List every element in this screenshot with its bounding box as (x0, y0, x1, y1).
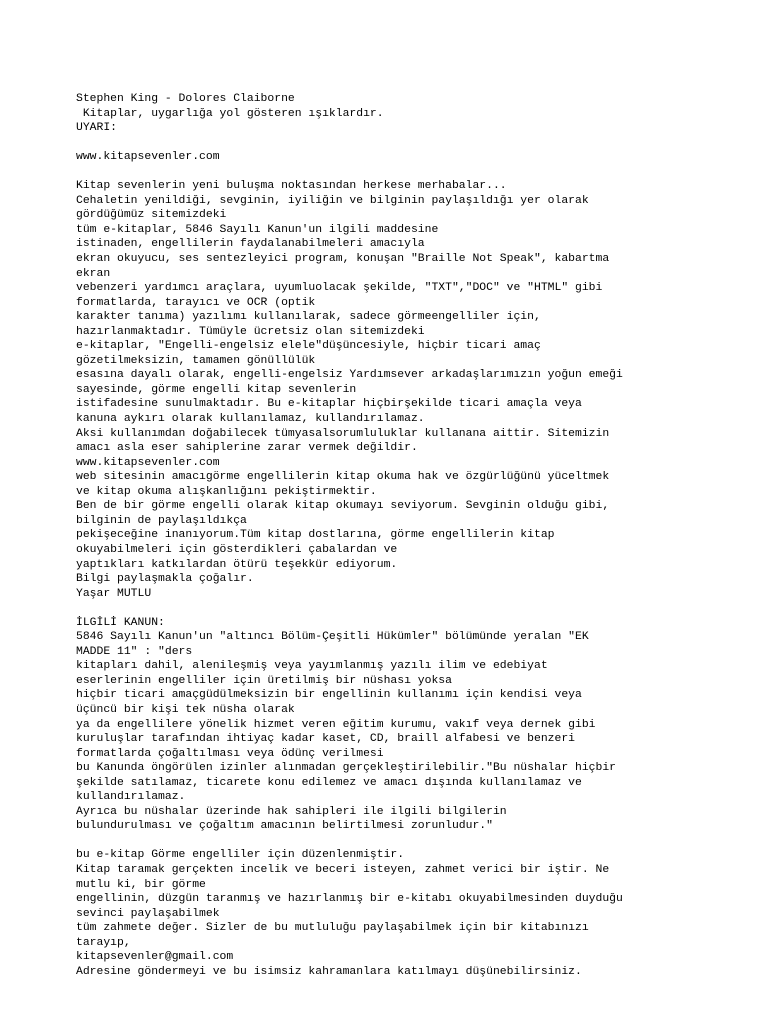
text-line: üçüncü bir kişi tek nüsha olarak (76, 703, 295, 716)
text-line: web sitesinin amacıgörme engellilerin kitap okuma hak ve özgürlüğünü yüceltmek (76, 471, 610, 484)
text-line: ve kitap okuma alışkanlığını pekiştirmektir. (76, 485, 377, 498)
text-line: İLGİLİ KANUN: (76, 616, 165, 629)
text-line: MADDE 11" : "ders (76, 645, 193, 658)
text-line: gözetilmeksizin, tamamen gönüllülük (76, 354, 316, 367)
text-line: Bilgi paylaşmakla çoğalır. (76, 573, 254, 586)
text-line: bilginin de paylaşıldıkça (76, 514, 247, 527)
text-line: sayesinde, görme engelli kitap sevenlerin (76, 383, 357, 396)
text-line: Ben de bir görme engelli olarak kitap okumayı seviyorum. Sevginin olduğu gibi, (76, 500, 610, 513)
text-line (76, 136, 716, 151)
text-line: esasına dayalı olarak, engelli-engelsiz Yardımsever arkadaşlarımızın yoğun emeği (76, 369, 623, 382)
text-line: okuyabilmeleri için gösterdikleri çabalardan ve (76, 543, 398, 556)
text-line: ya da engellilere yönelik hizmet veren eğitim kurumu, vakıf veya dernek gibi (76, 718, 596, 731)
text-line: Stephen King - Dolores Claiborne (76, 93, 295, 105)
text-line: formatlarda çoğaltılması veya ödünç verilmesi (76, 747, 384, 760)
text-line: Kitaplar, uygarlığa yol gösteren ışıklardır. (76, 107, 384, 120)
text-line: bulundurulması ve çoğaltım amacının belirtilmesi zorunludur." (76, 820, 493, 833)
text-line: ekran okuyucu, ses sentezleyici program, konuşan "Braille Not Speak", kabartma (76, 253, 610, 266)
text-line: www.kitapsevenler.com (76, 151, 220, 164)
text-line: Cehaletin yenildiği, sevginin, iyiliğin ve bilginin paylaşıldığı yer olarak (76, 194, 589, 207)
text-line: kitapları dahil, alenileşmiş veya yayımlanmış yazılı ilim ve edebiyat (76, 660, 548, 673)
text-line: bu Kanunda öngörülen izinler alınmadan gerçekleştirilebilir."Bu nüshalar hiçbir (76, 762, 617, 775)
text-line: tüm e-kitaplar, 5846 Sayılı Kanun'un ilgili maddesine (76, 223, 439, 236)
text-line: UYARI: (76, 122, 118, 135)
text-line: kuruluşlar tarafından ihtiyaç kadar kaset, CD, braill alfabesi ve benzeri (76, 733, 575, 746)
text-line: Adresine göndermeyi ve bu isimsiz kahramanlara katılmayı düşünebilirsiniz. (76, 965, 582, 978)
text-line: sevinci paylaşabilmek (76, 907, 220, 920)
text-line: kitapsevenler@gmail.com (76, 951, 234, 964)
text-line: mutlu ki, bir görme (76, 878, 206, 891)
text-line: tarayıp, (76, 936, 131, 949)
text-line: Aksi kullanımdan doğabilecek tümyasalsorumluluklar kullanana aittir. Sitemizin (76, 427, 610, 440)
text-line: Kitap sevenlerin yeni buluşma noktasından herkese merhabalar... (76, 180, 507, 193)
text-line: istinaden, engellilerin faydalanabilmeleri amacıyla (76, 238, 425, 251)
text-line: eserlerinin engelliler için üretilmiş bir nüshası yoksa (76, 674, 452, 687)
text-line: Kitap taramak gerçekten incelik ve beceri isteyen, zahmet verici bir iştir. Ne (76, 863, 610, 876)
text-line: hazırlanmaktadır. Tümüyle ücretsiz olan sitemizdeki (76, 325, 425, 338)
text-line (76, 834, 716, 849)
text-line: engellinin, düzgün taranmış ve hazırlanmış bir e-kitabı okuyabilmesinden duyduğu (76, 893, 623, 906)
document-body (76, 92, 716, 979)
text-line: www.kitapsevenler.com (76, 456, 220, 469)
text-line: yaptıkları katkılardan ötürü teşekkür ediyorum. (76, 558, 398, 571)
text-line: pekişeceğine inanıyorum.Tüm kitap dostlarına, görme engellilerin kitap (76, 529, 555, 542)
text-line: formatlarda, tarayıcı ve OCR (optik (76, 296, 316, 309)
text-line: tüm zahmete değer. Sizler de bu mutluluğu paylaşabilmek için bir kitabınızı (76, 922, 589, 935)
text-line (76, 601, 716, 616)
text-line: vebenzeri yardımcı araçlara, uyumluolacak şekilde, "TXT","DOC" ve "HTML" gibi (76, 282, 603, 295)
text-line: bu e-kitap Görme engelliler için düzenlenmiştir. (76, 849, 405, 862)
text-line: şekilde satılamaz, ticarete konu edilemez ve amacı dışında kullanılamaz ve (76, 776, 582, 789)
text-line: Ayrıca bu nüshalar üzerinde hak sahipleri ile ilgili bilgilerin (76, 805, 507, 818)
text-line: Yaşar MUTLU (76, 587, 152, 600)
text-line: 5846 Sayılı Kanun'un "altıncı Bölüm-Çeşitli Hükümler" bölümünde yeralan "EK (76, 631, 589, 644)
text-line: karakter tanıma) yazılımı kullanılarak, sadece görmeengelliler için, (76, 311, 541, 324)
text-line: amacı asla eser sahiplerine zarar vermek değildir. (76, 442, 418, 455)
text-line: gördüğümüz sitemizdeki (76, 209, 227, 222)
text-line: kanuna aykırı olarak kullanılamaz, kullandırılamaz. (76, 413, 425, 426)
text-line (76, 165, 716, 180)
text-line: hiçbir ticari amaçgüdülmeksizin bir engellinin kullanımı için kendisi veya (76, 689, 582, 702)
document-page (76, 92, 716, 979)
text-line: e-kitaplar, "Engelli-engelsiz elele"düşüncesiyle, hiçbir ticari amaç (76, 340, 541, 353)
text-line: kullandırılamaz. (76, 791, 186, 804)
text-line: istifadesine sunulmaktadır. Bu e-kitaplar hiçbirşekilde ticari amaçla veya (76, 398, 582, 411)
text-line: ekran (76, 267, 111, 280)
